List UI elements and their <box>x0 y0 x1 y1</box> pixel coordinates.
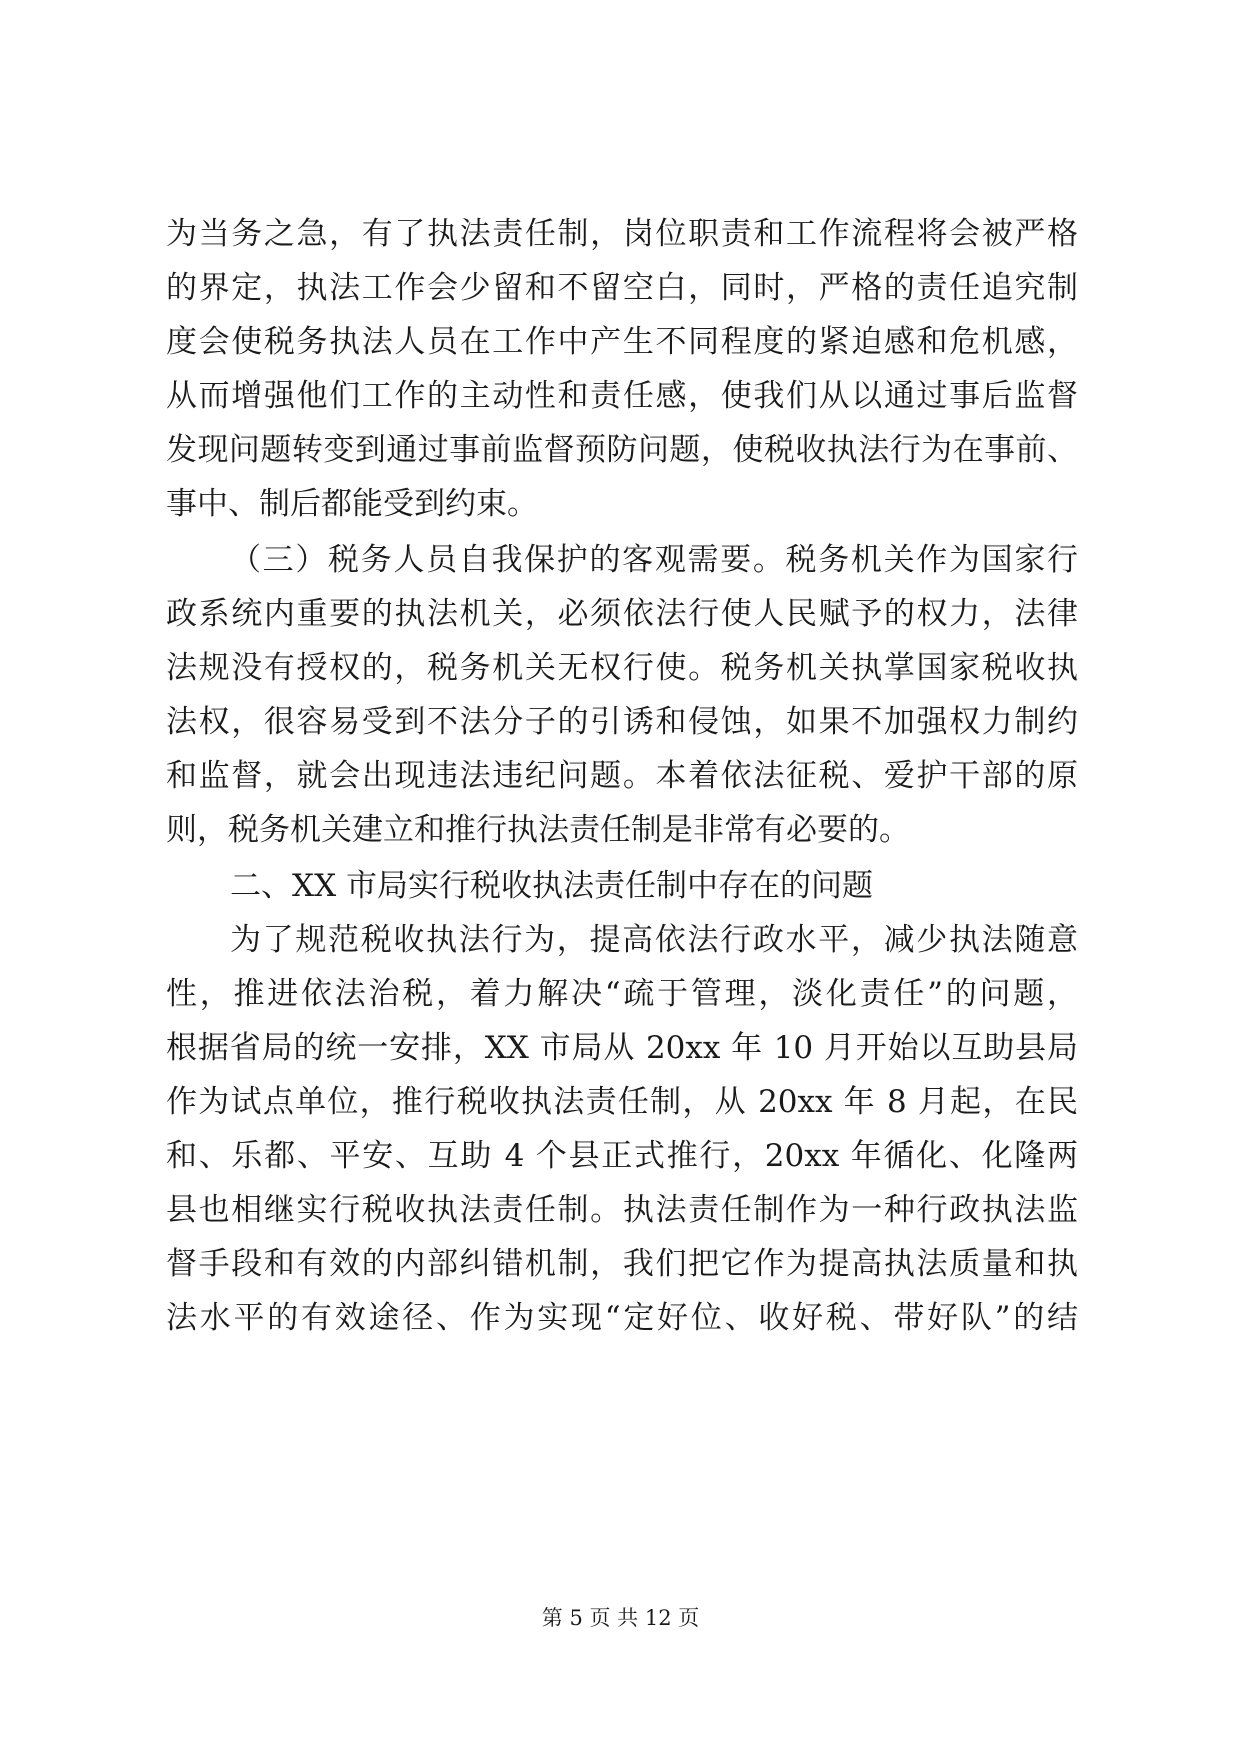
section-heading-line: 二、XX 市局实行税收执法责任制中存在的问题 <box>230 868 873 904</box>
body-text-line: 性，推进依法治税，着力解决“疏于管理，淡化责任”的问题， <box>166 976 1078 1012</box>
section-heading-line: （三）税务人员自我保护的客观需要。税务机关作为国家行 <box>230 542 1078 578</box>
body-text-line: 为当务之急，有了执法责任制，岗位职责和工作流程将会被严格 <box>166 216 1078 252</box>
body-text-line: 的界定，执法工作会少留和不留空白，同时，严格的责任追究制 <box>166 270 1078 306</box>
body-text-line: 法权，很容易受到不法分子的引诱和侵蚀，如果不加强权力制约 <box>166 704 1078 740</box>
body-text-line: 县也相继实行税收执法责任制。执法责任制作为一种行政执法监 <box>166 1192 1078 1228</box>
body-text-line: 从而增强他们工作的主动性和责任感，使我们从以通过事后监督 <box>166 378 1078 414</box>
body-text-line: 作为试点单位，推行税收执法责任制，从 20xx 年 8 月起，在民 <box>166 1084 1078 1120</box>
body-text-line: 督手段和有效的内部纠错机制，我们把它作为提高执法质量和执 <box>166 1246 1078 1282</box>
body-text-line: 则，税务机关建立和推行执法责任制是非常有必要的。 <box>166 812 910 848</box>
body-text-line: 发现问题转变到通过事前监督预防问题，使税收执法行为在事前、 <box>166 432 1078 468</box>
body-text-line: 为了规范税收执法行为，提高依法行政水平，减少执法随意 <box>230 922 1078 958</box>
page-number-footer: 第 5 页 共 12 页 <box>541 1606 700 1630</box>
body-text-line: 法规没有授权的，税务机关无权行使。税务机关执掌国家税收执 <box>166 650 1078 686</box>
body-text-line: 度会使税务执法人员在工作中产生不同程度的紧迫感和危机感， <box>166 324 1078 360</box>
body-text-line: 事中、制后都能受到约束。 <box>166 486 538 522</box>
body-text-line: 政系统内重要的执法机关，必须依法行使人民赋予的权力，法律 <box>166 596 1078 632</box>
body-text-line: 根据省局的统一安排，XX 市局从 20xx 年 10 月开始以互助县局 <box>166 1030 1078 1066</box>
body-text-line: 法水平的有效途径、作为实现“定好位、收好税、带好队”的结 <box>166 1300 1078 1336</box>
body-text-line: 和、乐都、平安、互助 4 个县正式推行，20xx 年循化、化隆两 <box>166 1138 1078 1174</box>
body-text-line: 和监督，就会出现违法违纪问题。本着依法征税、爱护干部的原 <box>166 758 1078 794</box>
